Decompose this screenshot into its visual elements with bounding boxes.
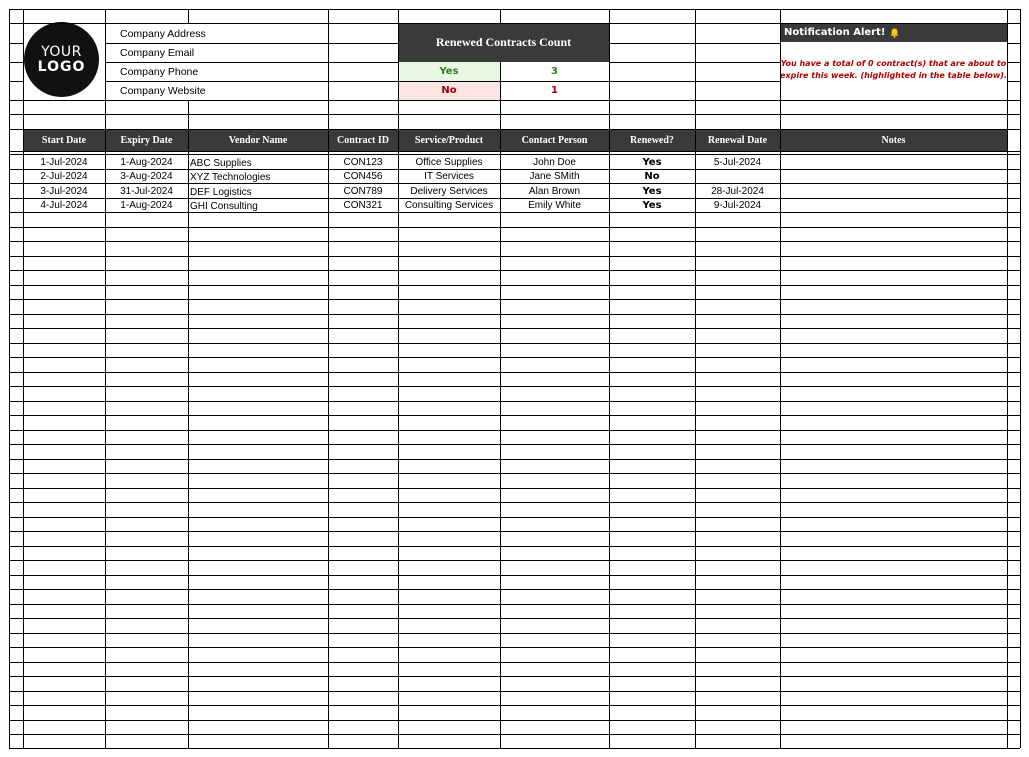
- grid-line: [188, 100, 189, 748]
- grid-line: [9, 198, 1020, 199]
- cell-contract-id[interactable]: CON456: [343, 170, 383, 182]
- grid-line: [9, 357, 1020, 358]
- grid-line: [9, 100, 1020, 101]
- grid-line: [9, 488, 1020, 489]
- grid-line: [9, 720, 1020, 721]
- grid-line: [780, 100, 781, 748]
- cell-renewal-date[interactable]: 5-Jul-2024: [713, 156, 762, 168]
- grid-line: [9, 62, 23, 63]
- grid-line: [105, 9, 106, 23]
- grid-line: [328, 9, 329, 23]
- grid-line: [9, 604, 1020, 605]
- grid-line: [9, 227, 1020, 228]
- no-label: No: [398, 81, 500, 100]
- grid-line: [9, 415, 1020, 416]
- grid-line: [9, 517, 1020, 518]
- grid-line: [695, 9, 696, 23]
- grid-line: [500, 62, 501, 100]
- header-vendor-name[interactable]: Vendor Name: [228, 135, 288, 146]
- grid-line: [9, 647, 1020, 648]
- grid-line: [780, 9, 781, 23]
- header-renewal-date[interactable]: Renewal Date: [707, 135, 768, 146]
- grid-line: [9, 9, 1020, 10]
- no-count: 1: [551, 85, 558, 96]
- grid-line: [9, 114, 1020, 115]
- cell-contact-person[interactable]: Emily White: [528, 199, 581, 211]
- cell-notes[interactable]: [780, 198, 1007, 212]
- grid-line: [9, 589, 1020, 590]
- header-expiry-date[interactable]: Expiry Date: [120, 135, 173, 146]
- cell-start-date[interactable]: 4-Jul-2024: [40, 199, 88, 211]
- grid-line: [9, 81, 23, 82]
- company-phone[interactable]: Company Phone: [120, 65, 199, 78]
- cell-renewal-date[interactable]: 9-Jul-2024: [713, 199, 762, 211]
- grid-line: [1007, 9, 1008, 748]
- grid-line: [9, 444, 1020, 445]
- grid-line: [398, 100, 399, 748]
- grid-line: [105, 23, 106, 100]
- company-email[interactable]: Company Email: [120, 46, 195, 59]
- grid-line: [9, 372, 1020, 373]
- grid-line: [9, 285, 1020, 286]
- logo-line2: LOGO: [37, 58, 86, 75]
- cell-expiry-date[interactable]: 1-Aug-2024: [120, 199, 173, 211]
- grid-line: [780, 23, 781, 100]
- notification-title: Notification Alert!: [784, 27, 886, 38]
- grid-line: [9, 662, 1020, 663]
- cell-service-product[interactable]: IT Services: [424, 170, 474, 182]
- grid-line: [9, 734, 1020, 735]
- header-renewed[interactable]: Renewed?: [630, 135, 674, 146]
- cell-renewed[interactable]: No: [644, 170, 660, 182]
- cell-contract-id[interactable]: CON123: [343, 156, 383, 168]
- grid-line: [23, 9, 24, 748]
- grid-line: [1020, 9, 1021, 748]
- grid-line: [1007, 81, 1020, 82]
- cell-start-date[interactable]: 1-Jul-2024: [40, 156, 88, 168]
- grid-line: [105, 62, 398, 63]
- notification-line2: expire this week. (highlighted in the table below).: [780, 71, 1007, 80]
- grid-line: [9, 299, 1020, 300]
- notification-message: [780, 58, 1007, 82]
- grid-line: [105, 100, 106, 748]
- cell-expiry-date[interactable]: 3-Aug-2024: [120, 170, 173, 182]
- grid-line: [9, 183, 1020, 184]
- grid-line: [9, 43, 23, 44]
- grid-line: [9, 473, 1020, 474]
- cell-contract-id[interactable]: CON789: [343, 185, 383, 197]
- grid-line: [9, 430, 1020, 431]
- cell-contact-person[interactable]: Alan Brown: [528, 185, 581, 197]
- cell-renewed[interactable]: Yes: [642, 199, 662, 211]
- logo-line1: YOUR: [41, 43, 82, 60]
- notification-line1: You have a total of 0 contract(s) that are about to: [780, 59, 1007, 68]
- grid-line: [9, 154, 1020, 155]
- grid-line: [9, 151, 1020, 152]
- cell-notes[interactable]: [780, 155, 1007, 169]
- cell-contact-person[interactable]: John Doe: [533, 156, 576, 168]
- grid-line: [9, 618, 1020, 619]
- cell-start-date[interactable]: 3-Jul-2024: [40, 185, 88, 197]
- grid-line: [9, 256, 1020, 257]
- grid-line: [9, 401, 1020, 402]
- cell-service-product[interactable]: Office Supplies: [415, 156, 483, 168]
- notification-header: [780, 23, 1007, 42]
- header-service-product[interactable]: Service/Product: [414, 135, 484, 146]
- grid-line: [609, 9, 610, 23]
- yes-count: 3: [551, 66, 558, 77]
- grid-line: [9, 343, 1020, 344]
- grid-line: [9, 270, 1020, 271]
- grid-line: [1007, 43, 1020, 44]
- grid-line: [9, 459, 1020, 460]
- grid-line: [695, 100, 696, 748]
- grid-line: [9, 502, 1020, 503]
- company-logo: [24, 22, 99, 97]
- grid-line: [9, 386, 1020, 387]
- grid-line: [398, 81, 609, 82]
- bell-icon: [890, 28, 899, 38]
- header-contract-id[interactable]: Contract ID: [337, 135, 389, 146]
- grid-line: [500, 100, 501, 748]
- cell-contact-person[interactable]: Jane SMith: [529, 170, 580, 182]
- grid-line: [9, 691, 1020, 692]
- cell-vendor-name[interactable]: XYZ Technologies: [190, 171, 271, 183]
- cell-service-product[interactable]: Delivery Services: [410, 185, 488, 197]
- company-website[interactable]: Company Website: [120, 84, 206, 97]
- cell-notes[interactable]: [780, 169, 1007, 183]
- cell-notes[interactable]: [780, 184, 1007, 198]
- cell-renewal-date[interactable]: 28-Jul-2024: [711, 185, 764, 197]
- grid-line: [9, 705, 1020, 706]
- cell-contract-id[interactable]: CON321: [343, 199, 383, 211]
- yes-label: Yes: [398, 62, 500, 81]
- grid-line: [609, 100, 610, 748]
- grid-line: [9, 546, 1020, 547]
- grid-line: [9, 314, 1020, 315]
- grid-line: [9, 748, 1020, 749]
- header-start-date[interactable]: Start Date: [41, 135, 87, 146]
- grid-line: [328, 100, 329, 748]
- grid-line: [328, 23, 329, 100]
- grid-line: [9, 9, 10, 748]
- header-contact-person[interactable]: Contact Person: [521, 135, 588, 146]
- grid-line: [609, 23, 610, 100]
- grid-line: [9, 676, 1020, 677]
- grid-line: [105, 81, 398, 82]
- grid-line: [9, 531, 1020, 532]
- grid-line: [188, 9, 189, 23]
- cell-renewed[interactable]: Yes: [642, 185, 662, 197]
- cell-vendor-name[interactable]: GHI Consulting: [190, 200, 258, 212]
- cell-expiry-date[interactable]: 31-Jul-2024: [120, 185, 173, 197]
- grid-line: [9, 328, 1020, 329]
- cell-expiry-date[interactable]: 1-Aug-2024: [120, 156, 173, 168]
- cell-service-product[interactable]: Consulting Services: [404, 199, 494, 211]
- grid-line: [1007, 62, 1020, 63]
- grid-line: [398, 9, 399, 23]
- header-notes[interactable]: Notes: [881, 135, 906, 146]
- grid-line: [9, 560, 1020, 561]
- renewed-count-title: Renewed Contracts Count: [398, 23, 609, 62]
- grid-line: [398, 23, 399, 100]
- cell-vendor-name[interactable]: DEF Logistics: [190, 186, 252, 198]
- grid-line: [695, 23, 696, 100]
- grid-line: [9, 212, 1020, 213]
- grid-line: [9, 575, 1020, 576]
- grid-line: [500, 9, 501, 23]
- cell-renewed[interactable]: Yes: [642, 156, 662, 168]
- cell-start-date[interactable]: 2-Jul-2024: [40, 170, 88, 182]
- grid-line: [105, 43, 398, 44]
- grid-line: [9, 633, 1020, 634]
- grid-line: [9, 129, 1020, 130]
- cell-vendor-name[interactable]: ABC Supplies: [190, 157, 252, 169]
- grid-line: [9, 23, 1020, 24]
- company-address[interactable]: Company Address: [120, 27, 206, 40]
- cell-renewal-date[interactable]: [695, 169, 780, 183]
- grid-line: [9, 241, 1020, 242]
- grid-line: [9, 169, 1020, 170]
